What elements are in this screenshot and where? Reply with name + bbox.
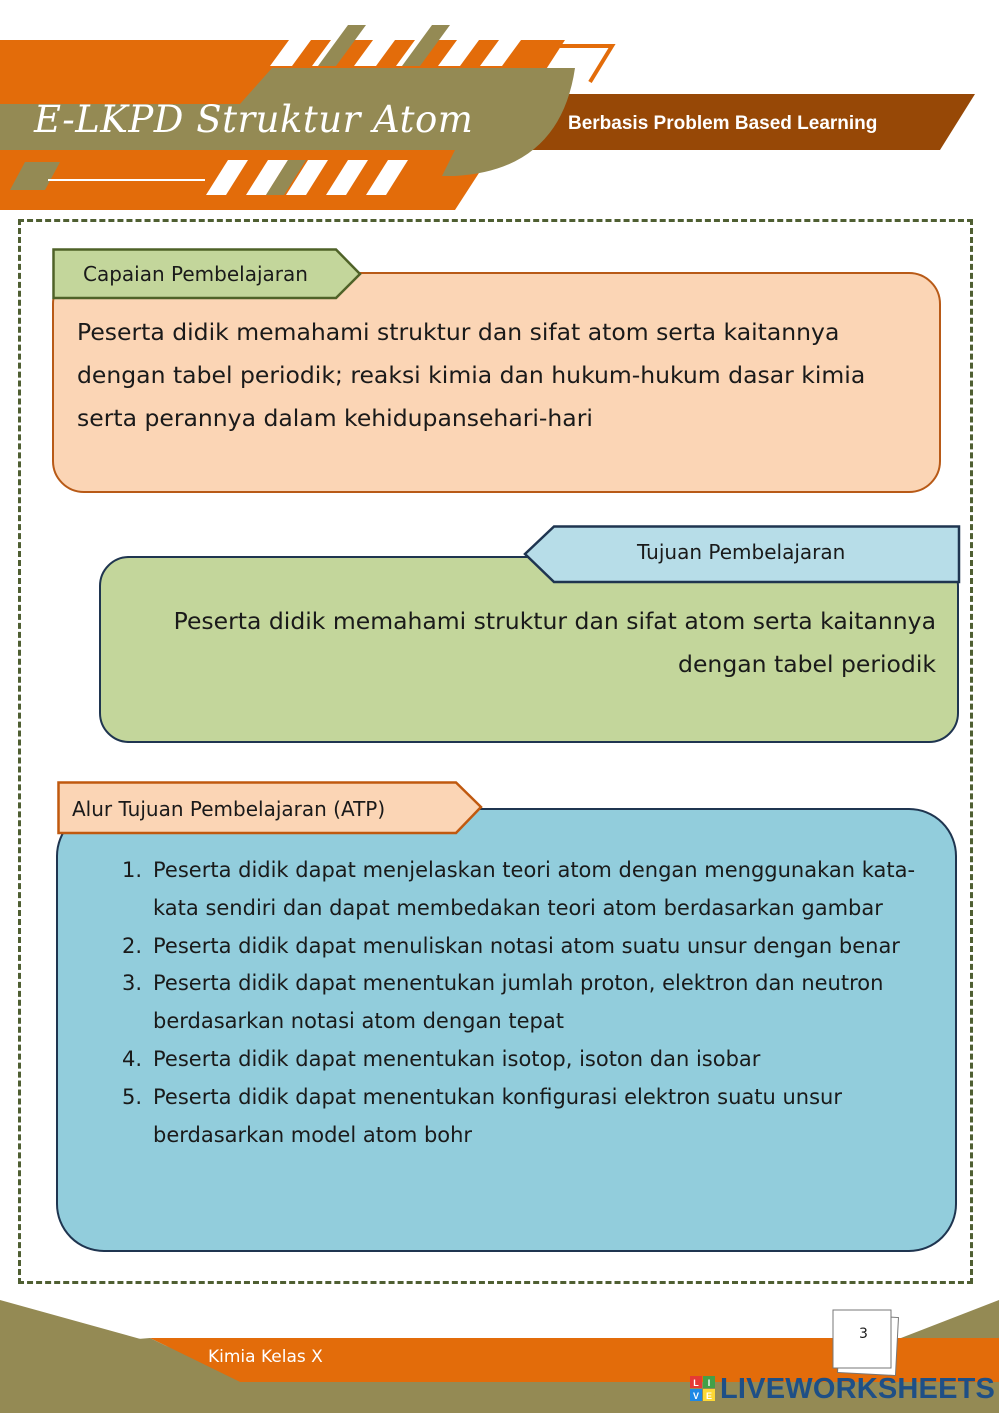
atp-label: Alur Tujuan Pembelajaran (ATP): [72, 797, 386, 821]
logo-letter: E: [705, 1391, 713, 1401]
list-number: 4.: [122, 1046, 143, 1071]
capaian-text: [77, 311, 917, 440]
tujuan-line: dengan tabel periodik: [678, 650, 936, 678]
capaian-line: Peserta didik memahami struktur dan sifat atom serta kaitannya: [77, 318, 840, 346]
logo-letter: I: [707, 1378, 711, 1388]
document-subtitle: Berbasis Problem Based Learning: [568, 113, 878, 134]
list-text: Peserta didik dapat menjelaskan teori atom dengan menggunakan kata-kata sendiri dan dapat membedakan teori atom berdasarkan gambar: [153, 858, 916, 920]
list-item: [118, 965, 918, 1041]
list-item: [118, 1079, 918, 1155]
liveworksheets-logo-icon: [690, 1376, 716, 1402]
logo-letter: L: [693, 1378, 699, 1388]
tujuan-line: Peserta didik memahami struktur dan sifat atom serta kaitannya: [173, 607, 936, 635]
list-text: Peserta didik dapat menuliskan notasi atom suatu unsur dengan benar: [153, 933, 900, 958]
tujuan-text: [120, 600, 936, 686]
capaian-label: Capaian Pembelajaran: [83, 262, 308, 286]
atp-list: [118, 852, 918, 1154]
list-item: [118, 852, 918, 928]
list-number: 3.: [122, 971, 143, 996]
tujuan-label: Tujuan Pembelajaran: [637, 540, 846, 564]
document-title: E-LKPD Struktur Atom: [34, 98, 474, 141]
list-item: [118, 1041, 918, 1079]
list-text: Peserta didik dapat menentukan isotop, isoton dan isobar: [153, 1046, 761, 1071]
list-number: 2.: [122, 933, 143, 958]
list-number: 5.: [122, 1084, 143, 1109]
capaian-line: dengan tabel periodik; reaksi kimia dan hukum-hukum dasar kimia: [77, 361, 866, 389]
list-text: Peserta didik dapat menentukan konfigurasi elektron suatu unsur berdasarkan model atom bohr: [153, 1084, 842, 1147]
capaian-line: serta perannya dalam kehidupansehari-hari: [77, 404, 593, 432]
footer-subject: Kimia Kelas X: [208, 1347, 323, 1367]
liveworksheets-brand[interactable]: LIVEWORKSHEETS: [720, 1373, 996, 1405]
page-number: 3: [859, 1326, 868, 1342]
logo-letter: V: [692, 1391, 700, 1401]
list-item: [118, 928, 918, 966]
list-text: Peserta didik dapat menentukan jumlah proton, elektron dan neutron berdasarkan notasi atom dengan tepat: [153, 971, 884, 1034]
list-number: 1.: [122, 858, 143, 882]
